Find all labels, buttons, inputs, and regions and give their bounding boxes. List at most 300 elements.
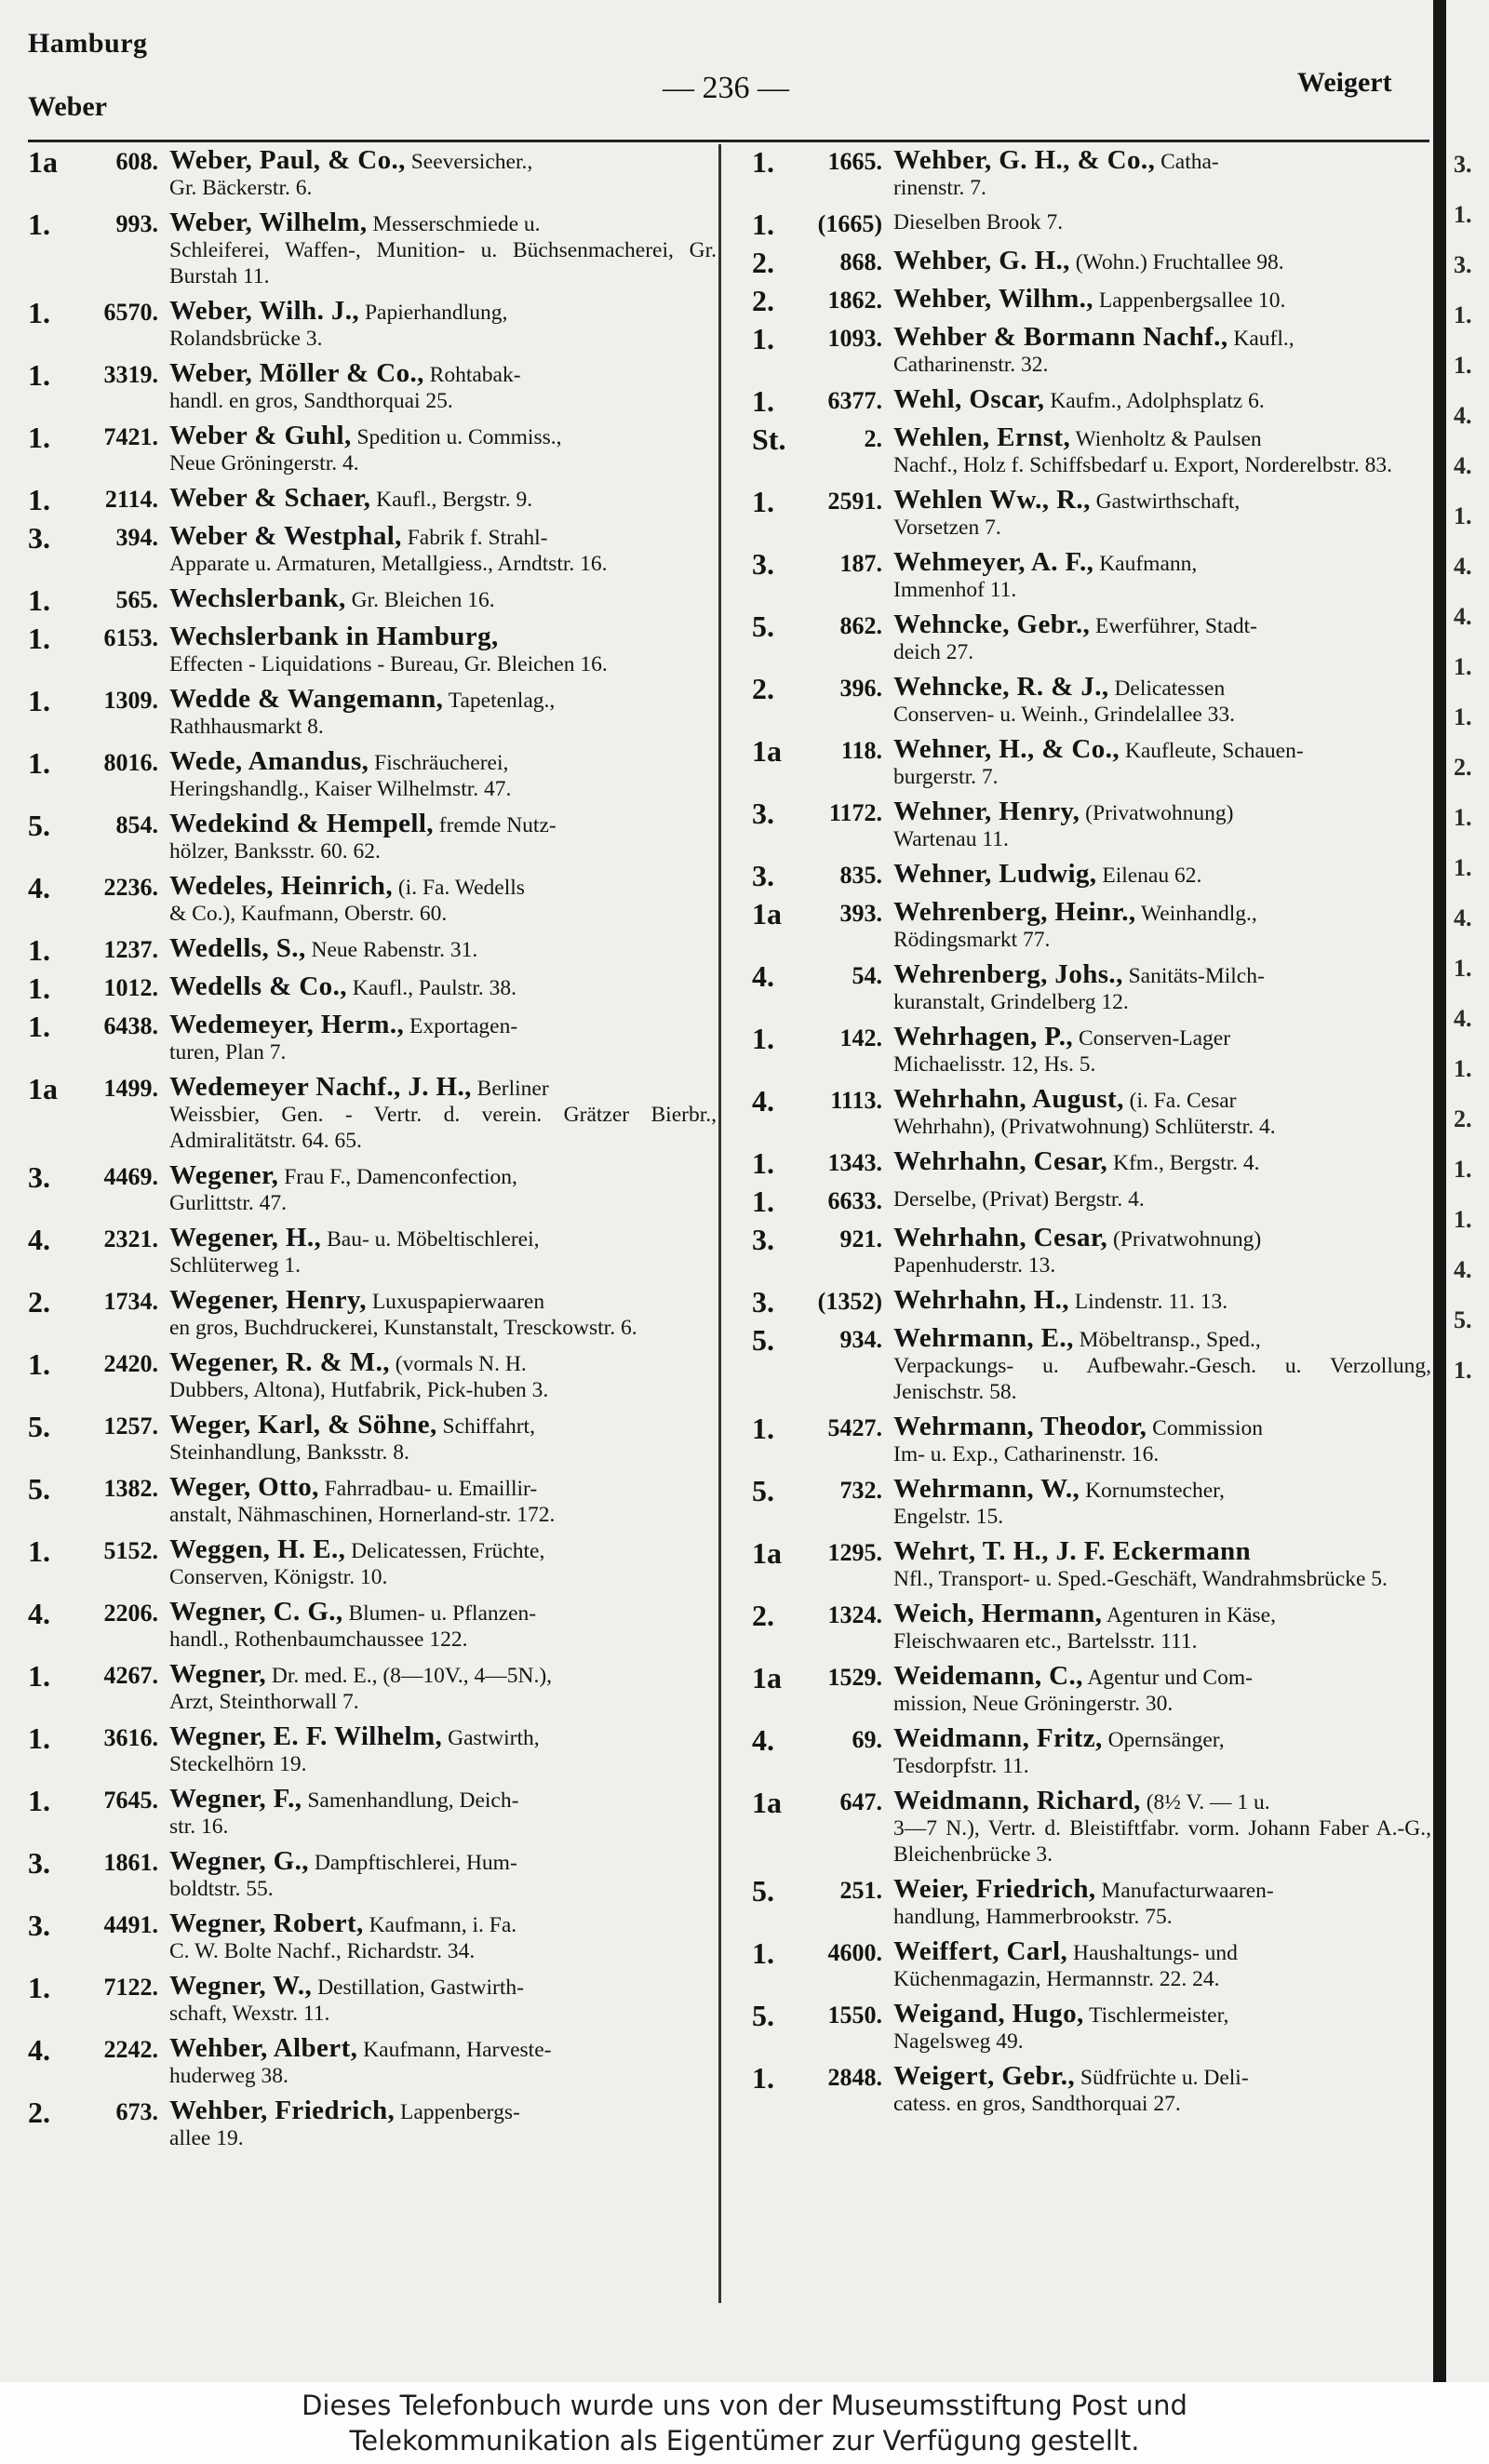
entry-address: burgerstr. 7. (893, 765, 999, 789)
entry-detail: fremde Nutz- (438, 813, 557, 837)
book-spine-shadow (1433, 0, 1446, 2382)
directory-entry (752, 386, 1431, 416)
subscriber-name: Wechslerbank, (169, 583, 346, 613)
phone-number: 4491. (103, 1911, 158, 1938)
subscriber-name: Wehrt, T. H., J. F. Eckermann (893, 1536, 1252, 1566)
bleed-mark: 1. (1454, 653, 1472, 680)
phone-number: 868. (839, 248, 882, 275)
phone-number: 921. (839, 1225, 882, 1252)
subscriber-name: Wehber, Friedrich, (169, 2096, 396, 2125)
phone-number: 647. (839, 1788, 882, 1815)
phone-number: 1499. (103, 1075, 158, 1102)
directory-entry (28, 1536, 717, 1590)
phone-number: 1382. (103, 1475, 158, 1502)
entry-detail: (8½ V. — 1 u. (1146, 1790, 1270, 1815)
phone-number: 4267. (103, 1662, 158, 1689)
entry-body (893, 674, 1431, 728)
directory-entry (28, 1412, 717, 1466)
directory-entry (752, 674, 1431, 728)
entry-detail: Commission (1152, 1416, 1264, 1440)
entry-detail: Papierhandlung, (364, 301, 508, 325)
exchange-class: 1. (752, 145, 774, 179)
subscriber-name: Weidmann, Richard, (893, 1786, 1141, 1815)
entry-body (893, 1148, 1431, 1176)
exchange-class: 3. (28, 1908, 50, 1942)
subscriber-name: Wedeles, Heinrich, (169, 871, 393, 901)
entry-body (893, 1725, 1431, 1779)
exchange-class: 1. (752, 208, 774, 241)
entry-body (893, 1413, 1431, 1467)
exchange-class: 2. (752, 246, 774, 279)
phone-number: 1665. (827, 148, 882, 175)
phone-number: 1012. (103, 974, 158, 1001)
directory-entry (752, 487, 1431, 541)
entry-detail: Weinhandlg., (1141, 902, 1257, 926)
entry-address: Nachf., Holz f. Schiffsbedarf u. Export, Norderelbstr. 83. (893, 453, 1393, 477)
exchange-class: 5. (28, 1472, 50, 1506)
entry-address: handl. en gros, Sandthorquai 25. (169, 389, 453, 413)
directory-entry (752, 1024, 1431, 1078)
footer-caption (0, 2382, 1489, 2464)
directory-entry (28, 1973, 717, 2027)
entry-detail: Ewerführer, Stadt- (1095, 614, 1257, 638)
phone-number: 2591. (827, 488, 882, 515)
phone-number: 251. (839, 1877, 882, 1904)
entry-address: Vorsetzen 7. (893, 516, 1001, 540)
exchange-class: 5. (752, 1874, 774, 1908)
directory-entry (752, 1788, 1431, 1868)
subscriber-name: Wedells & Co., (169, 971, 347, 1001)
phone-number: 862. (839, 612, 882, 639)
phone-number: 54. (852, 962, 882, 989)
exchange-class: 4. (28, 1223, 50, 1256)
subscriber-name: Wehner, Henry, (893, 797, 1080, 826)
directory-entry (28, 1910, 717, 1964)
subscriber-name: Weber, Möller & Co., (169, 358, 424, 388)
entry-detail: Kaufl., Bergstr. 9. (376, 488, 533, 512)
footer-line-1: Dieses Telefonbuch wurde uns von der Museumsstiftung Post und (302, 2390, 1187, 2421)
bleed-mark: 1. (1454, 955, 1472, 982)
directory-entry (752, 1186, 1431, 1216)
bleed-mark: 1. (1454, 854, 1472, 881)
entry-body (893, 1788, 1431, 1868)
entry-body (169, 1474, 717, 1528)
phone-number: 6377. (827, 387, 882, 414)
exchange-class: 4. (28, 871, 50, 904)
phone-number: 1295. (827, 1539, 882, 1566)
phone-number: 1093. (827, 325, 882, 352)
entry-detail: Samenhandlung, Deich- (307, 1788, 519, 1813)
directory-entry (28, 748, 717, 802)
directory-entry (28, 810, 717, 864)
subscriber-name: Wehber, G. H., & Co., (893, 145, 1156, 175)
entry-body (893, 147, 1431, 201)
entry-address: Neue Gröningerstr. 4. (169, 451, 359, 475)
subscriber-name: Wehber, Wilhm., (893, 284, 1093, 314)
entry-body (893, 861, 1431, 889)
exchange-class: 1. (752, 2061, 774, 2095)
exchange-class: 1a (752, 1786, 782, 1819)
phone-number: 118. (840, 737, 882, 764)
entry-body (893, 899, 1431, 953)
entry-detail: Kaufleute, Schauen- (1124, 739, 1304, 763)
phone-number: 673. (115, 2098, 158, 2125)
exchange-class: 1. (28, 421, 50, 454)
subscriber-name: Wehmeyer, A. F., (893, 547, 1094, 577)
bleed-mark: 1. (1454, 352, 1472, 379)
entry-body (169, 935, 717, 963)
phone-number: 993. (115, 210, 158, 237)
entry-detail: Südfrüchte u. Deli- (1080, 2066, 1249, 2090)
entry-body (893, 1663, 1431, 1717)
directory-entry (752, 209, 1431, 239)
entry-address: C. W. Bolte Nachf., Richardstr. 34. (169, 1939, 476, 1963)
subscriber-name: Weiffert, Carl, (893, 1936, 1068, 1966)
exchange-class: 1a (752, 734, 782, 768)
entry-body (169, 686, 717, 740)
phone-number: 2236. (103, 874, 158, 901)
directory-entry (28, 147, 717, 201)
exchange-class: 1. (28, 1659, 50, 1693)
exchange-class: 1. (752, 384, 774, 418)
exchange-class: 2. (752, 672, 774, 705)
entry-body (169, 873, 717, 927)
phone-number: 2420. (103, 1350, 158, 1377)
subscriber-name: Wehncke, Gebr., (893, 609, 1091, 639)
phone-number: 7421. (103, 423, 158, 450)
subscriber-name: Wedemeyer Nachf., J. H., (169, 1072, 472, 1102)
directory-entry (752, 961, 1431, 1015)
phone-number: 5427. (827, 1414, 882, 1441)
phone-number: 835. (839, 862, 882, 889)
entry-detail: Dieselben Brook 7. (893, 210, 1064, 234)
directory-entry (752, 286, 1431, 315)
entry-address: Rathhausmarkt 8. (169, 715, 324, 739)
entry-detail: Delicatessen, Früchte, (351, 1539, 545, 1563)
entry-body (169, 1661, 717, 1715)
phone-number: 6153. (103, 624, 158, 651)
entry-detail: Agentur und Com- (1087, 1666, 1253, 1690)
exchange-class: 1a (28, 1072, 58, 1105)
directory-entry (28, 1162, 717, 1216)
entry-body (893, 1225, 1431, 1279)
entry-address: allee 19. (169, 2126, 244, 2150)
entry-detail: Kaufmann, i. Fa. (369, 1913, 517, 1937)
entry-body (893, 961, 1431, 1015)
phone-number: 394. (115, 524, 158, 551)
directory-entry (752, 324, 1431, 378)
exchange-class: 3. (752, 1285, 774, 1319)
subscriber-name: Wedells, S., (169, 933, 306, 963)
entry-address: Conserven- u. Weinh., Grindelallee 33. (893, 703, 1236, 727)
entry-detail: Agenturen in Käse, (1106, 1603, 1276, 1627)
entry-address: Engelstr. 15. (893, 1505, 1004, 1529)
directory-entry (752, 248, 1431, 277)
phone-number: 8016. (103, 749, 158, 776)
entry-address: schaft, Wexstr. 11. (169, 2002, 330, 2026)
subscriber-name: Wehrenberg, Johs., (893, 959, 1123, 989)
entry-body (893, 1086, 1431, 1140)
entry-detail: Messerschmiede u. (372, 212, 541, 236)
entry-address: Dubbers, Altona), Hutfabrik, Pick-huben 3. (169, 1378, 549, 1402)
entry-detail: Lappenbergs- (400, 2100, 520, 2124)
entry-body (169, 1723, 717, 1777)
entry-address: Apparate u. Armaturen, Metallgiess., Arndtstr. 16. (169, 552, 608, 576)
subscriber-name: Weber & Schaer, (169, 483, 371, 513)
entry-address: mission, Neue Gröningerstr. 30. (893, 1692, 1174, 1716)
exchange-class: 1. (28, 1534, 50, 1568)
directory-entry (28, 2035, 717, 2089)
entry-detail: Fabrik f. Strahl- (407, 526, 548, 550)
entry-body (169, 623, 717, 677)
phone-number: 2114. (104, 486, 158, 513)
entry-address: Immenhof 11. (893, 578, 1017, 602)
subscriber-name: Wehncke, R. & J., (893, 672, 1109, 702)
running-head-first-name: Weber (28, 91, 107, 122)
entry-detail: Kornumstecher, (1085, 1479, 1225, 1503)
exchange-class: 1. (752, 485, 774, 518)
entry-detail: Sanitäts-Milch- (1128, 964, 1265, 988)
subscriber-name: Wegner, C. G., (169, 1597, 343, 1627)
directory-entry (752, 736, 1431, 790)
phone-number: 6570. (103, 299, 158, 326)
phone-number: 2321. (103, 1225, 158, 1252)
entry-detail: Destillation, Gastwirth- (317, 1975, 524, 2000)
entry-detail: (i. Fa. Wedells (397, 876, 525, 900)
exchange-class: 3. (752, 797, 774, 830)
phone-number: 934. (839, 1326, 882, 1353)
subscriber-name: Wegener, H., (169, 1223, 322, 1252)
bleed-mark: 4. (1454, 603, 1472, 630)
bleed-mark: 4. (1454, 553, 1472, 580)
directory-entry (752, 1725, 1431, 1779)
entry-detail: Tapetenlag., (448, 689, 556, 713)
entry-detail: Gastwirth, (448, 1726, 540, 1750)
entry-detail: Lindenstr. 11. 13. (1074, 1290, 1228, 1314)
exchange-class: 4. (752, 1084, 774, 1118)
entry-detail: Gr. Bleichen 16. (351, 588, 495, 612)
exchange-class: 4. (752, 959, 774, 993)
subscriber-name: Wehber, Albert, (169, 2033, 358, 2063)
subscriber-name: Wegener, (169, 1160, 279, 1190)
directory-entry (28, 585, 717, 615)
entry-address: Michaelisstr. 12, Hs. 5. (893, 1052, 1096, 1077)
entry-body (893, 248, 1431, 275)
directory-entry (28, 523, 717, 577)
exchange-class: 5. (752, 609, 774, 643)
running-head-city: Hamburg (28, 28, 148, 59)
entry-address: rinenstr. 7. (893, 176, 986, 200)
bleed-mark: 4. (1454, 904, 1472, 931)
subscriber-name: Wehrhahn, H., (893, 1285, 1069, 1315)
entry-body (893, 798, 1431, 852)
phone-number: 1113. (830, 1087, 882, 1114)
entry-detail: Kaufmann, Harveste- (363, 2038, 552, 2062)
subscriber-name: Weigand, Hugo, (893, 1999, 1084, 2029)
entry-address: Steinhandlung, Banksstr. 8. (169, 1440, 409, 1465)
subscriber-name: Weger, Otto, (169, 1472, 319, 1502)
directory-entry (28, 1661, 717, 1715)
entry-body (169, 2097, 717, 2151)
bleed-mark: 4. (1454, 452, 1472, 479)
entry-address: Wehrhahn), (Privatwohnung) Schlüterstr. 4. (893, 1115, 1276, 1139)
bleed-mark: 2. (1454, 754, 1472, 781)
exchange-class: 3. (28, 1846, 50, 1880)
phone-number: 1862. (827, 287, 882, 314)
directory-entry (752, 1225, 1431, 1279)
phone-number: 1309. (103, 687, 158, 714)
phone-number: 1172. (828, 799, 882, 826)
subscriber-name: Weber & Guhl, (169, 421, 352, 450)
subscriber-name: Wehlen, Ernst, (893, 422, 1071, 452)
entry-body (893, 386, 1431, 414)
directory-entry (28, 1074, 717, 1154)
bleed-mark: 1. (1454, 804, 1472, 831)
entry-address: Heringshandlg., Kaiser Wilhelmstr. 47. (169, 777, 512, 801)
directory-entry (28, 935, 717, 965)
bleed-mark: 1. (1454, 1357, 1472, 1384)
entry-detail: Kaufm., Adolphsplatz 6. (1050, 389, 1265, 413)
subscriber-name: Wehber & Bormann Nachf., (893, 322, 1228, 352)
phone-number: 7122. (103, 1974, 158, 2001)
entry-body (893, 1938, 1431, 1992)
phone-number: 1529. (827, 1664, 882, 1691)
entry-address: Schleiferei, Waffen-, Munition- u. Büchsenmacherei, Gr. Burstah 11. (169, 238, 717, 288)
entry-address: deich 27. (893, 640, 974, 664)
entry-body (893, 209, 1431, 235)
entry-body (169, 1973, 717, 2027)
entry-body (893, 2063, 1431, 2117)
exchange-class: 1. (28, 684, 50, 717)
bleed-mark: 3. (1454, 251, 1472, 278)
exchange-class: 3. (28, 521, 50, 555)
subscriber-name: Wede, Amandus, (169, 746, 369, 776)
subscriber-name: Wehrhahn, August, (893, 1084, 1124, 1114)
subscriber-name: Weber, Wilhelm, (169, 208, 368, 237)
phone-number: (1352) (817, 1288, 882, 1315)
exchange-class: 1. (28, 1971, 50, 2004)
phone-number: 2242. (103, 2036, 158, 2063)
entry-detail: Haushaltungs- und (1073, 1941, 1238, 1965)
entry-body (893, 1325, 1431, 1405)
subscriber-name: Wedekind & Hempell, (169, 809, 434, 838)
entry-address: Gr. Bäckerstr. 6. (169, 176, 313, 200)
directory-entry (28, 298, 717, 352)
entry-detail: (Wohn.) Fruchtallee 98. (1075, 250, 1284, 275)
subscriber-name: Weber & Westphal, (169, 521, 402, 551)
exchange-class: 1. (28, 208, 50, 241)
entry-address: Steckelhörn 19. (169, 1752, 307, 1776)
directory-entry (28, 360, 717, 414)
entry-address: & Co.), Kaufmann, Oberstr. 60. (169, 902, 448, 926)
entry-body (893, 1476, 1431, 1530)
exchange-class: 1. (28, 746, 50, 780)
entry-body (169, 523, 717, 577)
directory-entry (28, 1848, 717, 1902)
exchange-class: 4. (752, 1723, 774, 1757)
exchange-class: 1. (28, 1784, 50, 1817)
directory-entry (752, 798, 1431, 852)
phone-number: 4469. (103, 1163, 158, 1190)
exchange-class: 2. (28, 2096, 50, 2129)
entry-address: huderweg 38. (169, 2064, 288, 2088)
directory-entry (28, 422, 717, 476)
phone-number: 1550. (827, 2002, 882, 2029)
subscriber-name: Wegner, W., (169, 1971, 313, 2001)
subscriber-name: Wedde & Wangemann, (169, 684, 444, 714)
directory-entry (28, 686, 717, 740)
bleed-mark: 1. (1454, 1055, 1472, 1082)
entry-body (169, 1225, 717, 1279)
directory-entry (752, 1413, 1431, 1467)
bleed-mark: 4. (1454, 1005, 1472, 1032)
directory-entry (28, 2097, 717, 2151)
entry-address: Conserven, Königstr. 10. (169, 1565, 388, 1589)
phone-number: 393. (839, 900, 882, 927)
entry-address: Schlüterweg 1. (169, 1253, 301, 1278)
entry-body (169, 1599, 717, 1653)
entry-detail: Kaufl., Paulstr. 38. (352, 976, 516, 1000)
subscriber-name: Weidmann, Fritz, (893, 1723, 1103, 1753)
directory-entry (752, 1287, 1431, 1317)
entry-address: Fleischwaaren etc., Bartelsstr. 111. (893, 1629, 1198, 1654)
entry-address: Nagelsweg 49. (893, 2029, 1024, 2054)
bleed-mark: 1. (1454, 502, 1472, 529)
subscriber-name: Wehrhahn, Cesar, (893, 1146, 1108, 1176)
entry-address: Weissbier, Gen. - Vertr. d. verein. Grätzer Bierbr., Admiralitätstr. 64. 65. (169, 1103, 717, 1153)
directory-entry (752, 549, 1431, 603)
exchange-class: 4. (28, 2033, 50, 2067)
bleed-mark: 3. (1454, 151, 1472, 178)
phone-number: 3616. (103, 1724, 158, 1751)
subscriber-name: Wehl, Oscar, (893, 384, 1045, 414)
entry-address: Wartenau 11. (893, 827, 1009, 851)
directory-entry (752, 1086, 1431, 1140)
entry-body (169, 2035, 717, 2089)
entry-detail: Eilenau 62. (1102, 864, 1202, 888)
directory-entry (752, 1663, 1431, 1717)
phone-number: 2. (864, 425, 882, 452)
phone-number: 3319. (103, 361, 158, 388)
subscriber-name: Wehlen Ww., R., (893, 485, 1091, 515)
entry-body (169, 298, 717, 352)
entry-detail: Opernsänger, (1107, 1728, 1225, 1752)
entry-detail: Fischräucherei, (374, 751, 509, 775)
phone-number: 565. (115, 586, 158, 613)
subscriber-name: Wegner, G., (169, 1846, 309, 1876)
entry-detail: Blumen- u. Pflanzen- (348, 1601, 537, 1626)
entry-body (169, 973, 717, 1001)
exchange-class: 1. (28, 1347, 50, 1381)
bleed-mark: 2. (1454, 1105, 1472, 1132)
bleed-mark: 1. (1454, 703, 1472, 730)
entry-address: handlung, Hammerbrookstr. 75. (893, 1905, 1173, 1929)
bleed-mark: 1. (1454, 201, 1472, 228)
subscriber-name: Wehrenberg, Heinr., (893, 897, 1136, 927)
entry-body (169, 810, 717, 864)
bleed-mark: 1. (1454, 1156, 1472, 1183)
subscriber-name: Weier, Friedrich, (893, 1874, 1096, 1904)
exchange-class: St. (752, 422, 786, 456)
exchange-class: 5. (752, 1474, 774, 1507)
exchange-class: 1. (752, 1022, 774, 1055)
exchange-class: 5. (752, 1323, 774, 1357)
phone-number: 142. (839, 1024, 882, 1051)
entry-body (169, 748, 717, 802)
entry-body (893, 324, 1431, 378)
entry-address: Papenhuderstr. 13. (893, 1253, 1056, 1278)
entry-detail: Möbeltransp., Sped., (1079, 1328, 1261, 1352)
